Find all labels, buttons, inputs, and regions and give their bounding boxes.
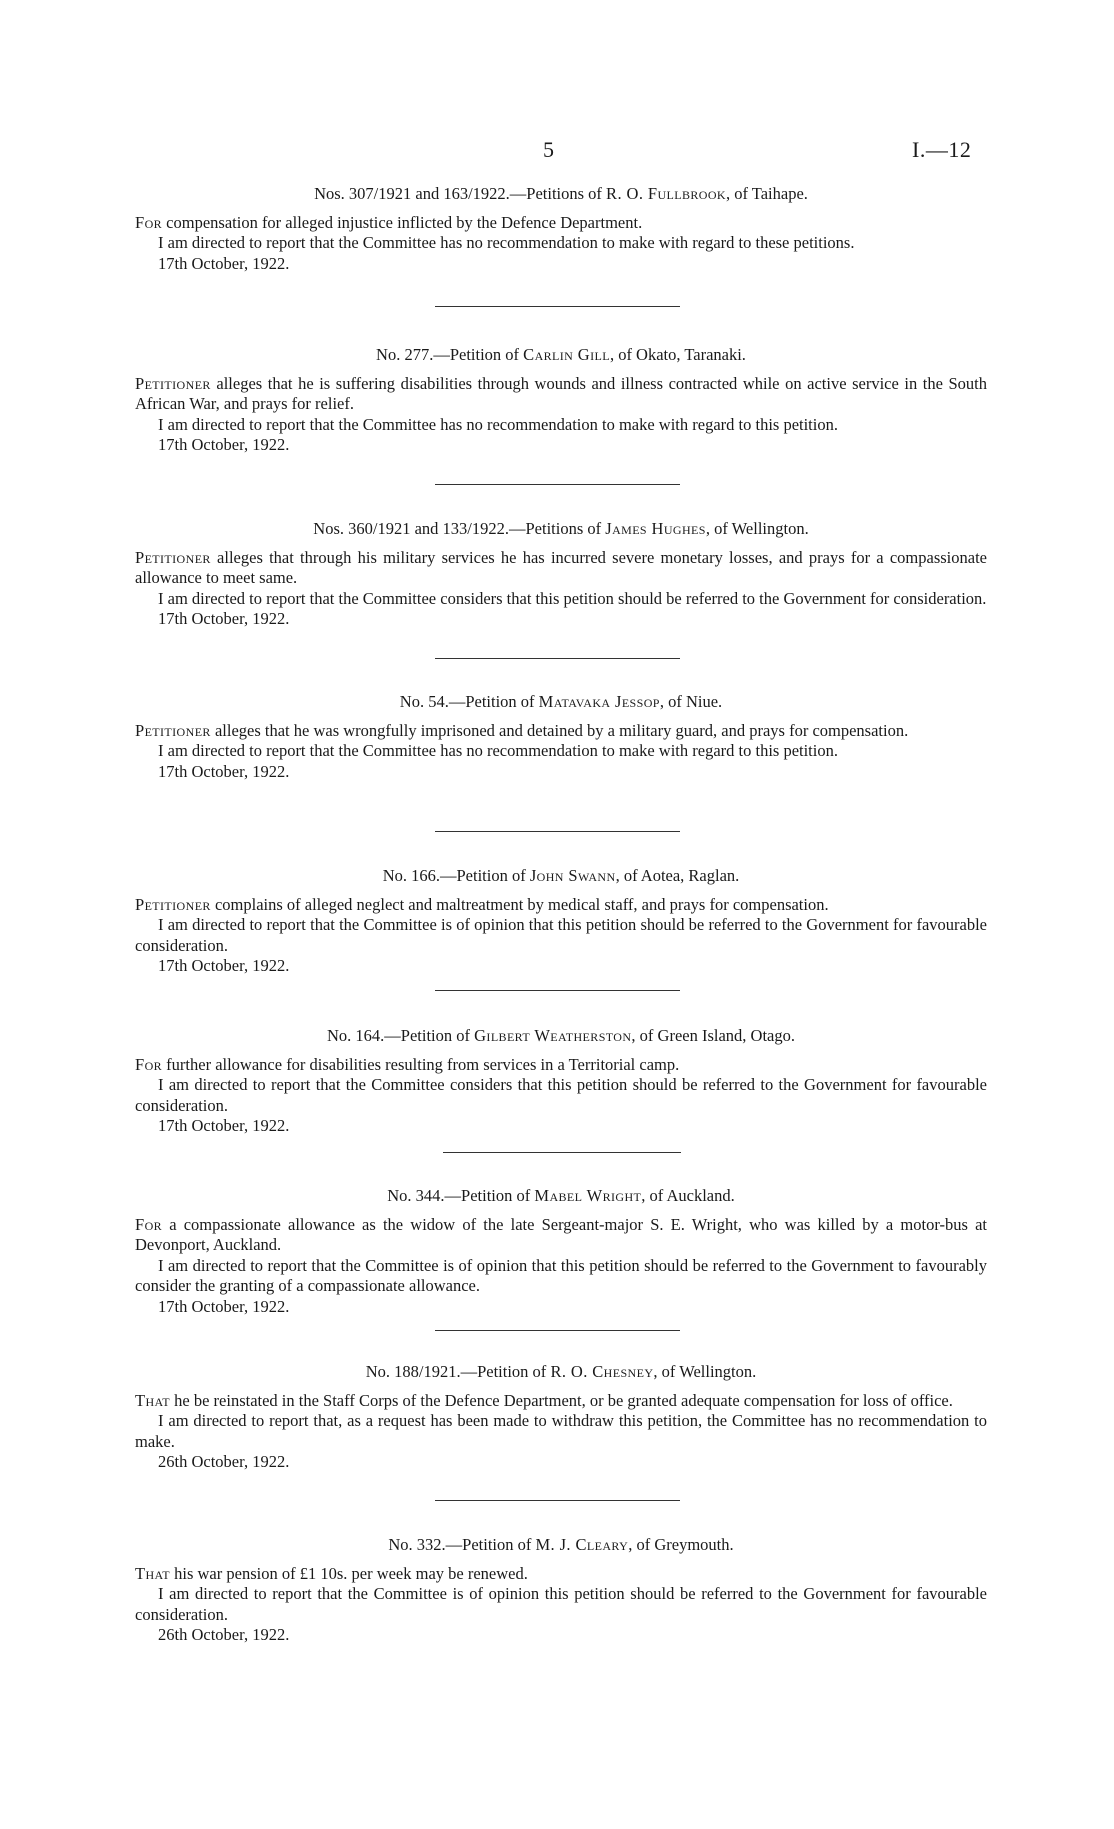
- petition-section: [135, 1362, 987, 1473]
- petitioner-name: R. O. Fullbrook: [606, 184, 726, 203]
- petition-section: [135, 1535, 987, 1646]
- section-divider: [435, 1500, 680, 1501]
- petitioner-name: James Hughes: [605, 519, 706, 538]
- petition-summary: For further allowance for disabilities resulting from services in a Territorial camp.: [135, 1054, 680, 1074]
- document-reference: I.—12: [912, 137, 972, 162]
- petitioner-name: Mabel Wright: [534, 1186, 642, 1205]
- report-date: 17th October, 1922.: [158, 1116, 290, 1136]
- report-date: 17th October, 1922.: [158, 435, 290, 455]
- petition-section: [135, 692, 987, 782]
- petition-section: [135, 184, 987, 274]
- section-divider: [435, 658, 680, 659]
- petition-heading: Nos. 307/1921 and 163/1922.—Petitions of R. O. Fullbrook, of Taihape.: [314, 184, 808, 203]
- report-date: 17th October, 1922.: [158, 1296, 290, 1316]
- petition-heading: No. 166.—Petition of John Swann, of Aotea, Raglan.: [382, 866, 740, 885]
- committee-report: I am directed to report that the Committee is of opinion that this petition should be referred to the Government for favourable consideration.: [135, 915, 987, 955]
- committee-report: I am directed to report that the Committee considers that this petition should be referred to the Government for consideration.: [158, 588, 987, 608]
- section-divider: [435, 1330, 680, 1331]
- committee-report: I am directed to report that the Committee has no recommendation to make with regard to this petition.: [158, 414, 838, 434]
- committee-report: I am directed to report that the Committee is of opinion that this petition should be referred to the Government to favourably consider the granting of a compassionate allowance.: [135, 1255, 987, 1296]
- petition-heading: No. 54.—Petition of Matavaka Jessop, of Niue.: [399, 692, 723, 711]
- petitioner-name: Matavaka Jessop: [538, 692, 660, 711]
- report-date: 26th October, 1922.: [158, 1452, 290, 1472]
- section-divider: [435, 990, 680, 991]
- petition-heading: No. 164.—Petition of Gilbert Weatherston, of Green Island, Otago.: [326, 1026, 795, 1045]
- report-date: 17th October, 1922.: [158, 956, 290, 976]
- petition-heading: No. 277.—Petition of Carlin Gill, of Okato, Taranaki.: [376, 345, 746, 364]
- section-divider: [435, 831, 680, 832]
- page-number: 5: [543, 137, 554, 162]
- report-date: 17th October, 1922.: [158, 761, 290, 781]
- petition-section: [135, 866, 987, 977]
- report-date: 17th October, 1922.: [158, 609, 290, 629]
- petitioner-name: M. J. Cleary: [535, 1535, 629, 1554]
- section-divider: [435, 484, 680, 485]
- petition-heading: No. 188/1921.—Petition of R. O. Chesney, of Wellington.: [365, 1362, 757, 1381]
- petitioner-name: Carlin Gill: [523, 345, 610, 364]
- committee-report: I am directed to report that the Committee considers that this petition should be referred to the Government for favourable consideration.: [135, 1075, 987, 1115]
- committee-report: I am directed to report that the Committee is of opinion this petition should be referred to the Government for favourable consideration.: [135, 1584, 987, 1624]
- petition-section: [135, 1026, 987, 1137]
- petition-summary: That he be reinstated in the Staff Corps of the Defence Department, or be granted adequate compensation for loss of office.: [135, 1390, 953, 1410]
- petition-summary: For compensation for alleged injustice inflicted by the Defence Department.: [135, 212, 643, 232]
- petition-summary: For a compassionate allowance as the widow of the late Sergeant-major S. E. Wright, who was killed by a motor-bus at Devonport, Auckland.: [135, 1214, 987, 1255]
- petition-summary: Petitioner alleges that he is suffering disabilities through wounds and illness contracted while on active service in the South African War, and prays for relief.: [135, 373, 987, 414]
- petitioner-name: Gilbert Weatherston: [474, 1026, 632, 1045]
- petition-heading: Nos. 360/1921 and 133/1922.—Petitions of James Hughes, of Wellington.: [313, 519, 809, 538]
- petition-heading: No. 344.—Petition of Mabel Wright, of Auckland.: [387, 1186, 735, 1205]
- report-date: 26th October, 1922.: [158, 1625, 290, 1645]
- petition-section: [135, 519, 987, 630]
- committee-report: I am directed to report that the Committee has no recommendation to make with regard to these petitions.: [158, 233, 855, 253]
- petitioner-name: John Swann: [529, 866, 616, 885]
- committee-report: I am directed to report that the Committee has no recommendation to make with regard to this petition.: [158, 741, 838, 761]
- petition-heading: No. 332.—Petition of M. J. Cleary, of Greymouth.: [388, 1535, 734, 1554]
- section-divider: [443, 1152, 681, 1153]
- petition-summary: Petitioner complains of alleged neglect and maltreatment by medical staff, and prays for compensation.: [135, 894, 829, 914]
- petition-section: [135, 1186, 987, 1318]
- section-divider: [435, 306, 680, 307]
- report-date: 17th October, 1922.: [158, 253, 290, 273]
- petitioner-name: R. O. Chesney: [550, 1362, 654, 1381]
- petition-summary: That his war pension of £1 10s. per week may be renewed.: [135, 1563, 528, 1583]
- petition-section: [135, 345, 987, 456]
- petition-summary: Petitioner alleges that through his military services he has incurred severe monetary losses, and prays for a compassionate allowance to meet same.: [135, 547, 987, 588]
- committee-report: I am directed to report that, as a request has been made to withdraw this petition, the Committee has no recommendation to make.: [135, 1411, 987, 1451]
- petition-summary: Petitioner alleges that he was wrongfully imprisoned and detained by a military guard, and prays for compensation.: [135, 720, 909, 740]
